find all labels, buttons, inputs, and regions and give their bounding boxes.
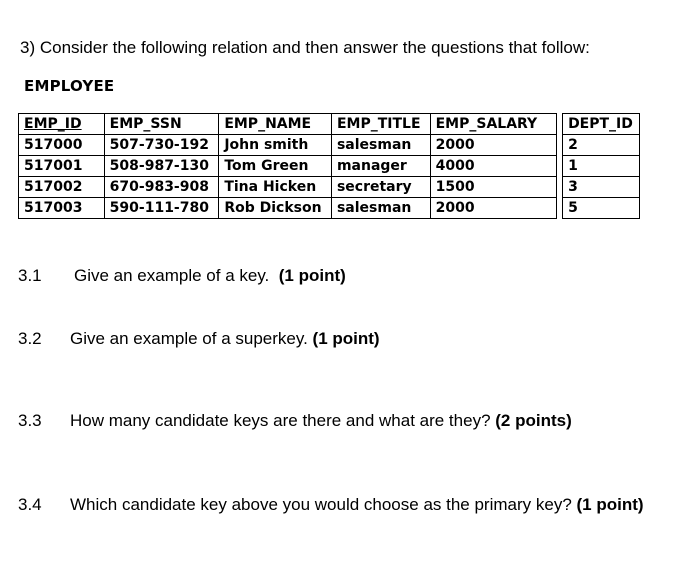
cell-emp-title: secretary [331,177,430,198]
employee-table [18,113,640,219]
cell-emp-ssn: 507-730-192 [104,135,219,156]
cell-emp-salary: 4000 [430,156,556,177]
question-points: (1 point) [576,495,644,514]
cell-emp-id: 517000 [19,135,105,156]
question-points: (2 points) [495,411,572,430]
question-3-1 [18,266,346,286]
table-row [19,198,640,219]
table-row [19,177,640,198]
question-3-4 [18,495,644,515]
cell-emp-title: manager [331,156,430,177]
cell-dept-id: 1 [563,156,640,177]
cell-emp-id: 517003 [19,198,105,219]
header-emp-name: EMP_NAME [219,114,332,135]
cell-emp-id: 517002 [19,177,105,198]
header-dept-id: DEPT_ID [563,114,640,135]
cell-dept-id: 5 [563,198,640,219]
header-emp-id: EMP_ID [19,114,105,135]
cell-emp-ssn: 590-111-780 [104,198,219,219]
cell-emp-name: Rob Dickson [219,198,332,219]
question-points: (1 point) [312,329,380,348]
cell-emp-ssn: 670-983-908 [104,177,219,198]
cell-emp-ssn: 508-987-130 [104,156,219,177]
table-header-row [19,114,640,135]
question-text: Give an example of a key. [74,266,270,285]
cell-emp-name: Tom Green [219,156,332,177]
header-emp-title: EMP_TITLE [331,114,430,135]
cell-dept-id: 2 [563,135,640,156]
header-emp-salary: EMP_SALARY [430,114,556,135]
cell-emp-name: John smith [219,135,332,156]
question-text: Give an example of a superkey. [70,329,308,348]
table-row [19,135,640,156]
question-intro: 3) Consider the following relation and then answer the questions that follow: [20,38,590,57]
cell-dept-id: 3 [563,177,640,198]
question-number: 3.4 [18,495,42,514]
question-number: 3.1 [18,266,42,285]
cell-emp-salary: 1500 [430,177,556,198]
cell-emp-title: salesman [331,198,430,219]
cell-emp-id: 517001 [19,156,105,177]
question-3-3 [18,411,572,431]
header-emp-ssn: EMP_SSN [104,114,219,135]
question-text: How many candidate keys are there and what are they? [70,411,491,430]
cell-emp-name: Tina Hicken [219,177,332,198]
table-row [19,156,640,177]
question-number: 3.3 [18,411,42,430]
question-text: Which candidate key above you would choose as the primary key? [70,495,572,514]
cell-emp-title: salesman [331,135,430,156]
question-number: 3.2 [18,329,42,348]
cell-emp-salary: 2000 [430,198,556,219]
relation-name: EMPLOYEE [24,77,115,95]
question-points: (1 point) [278,266,346,285]
cell-emp-salary: 2000 [430,135,556,156]
question-3-2 [18,329,380,349]
